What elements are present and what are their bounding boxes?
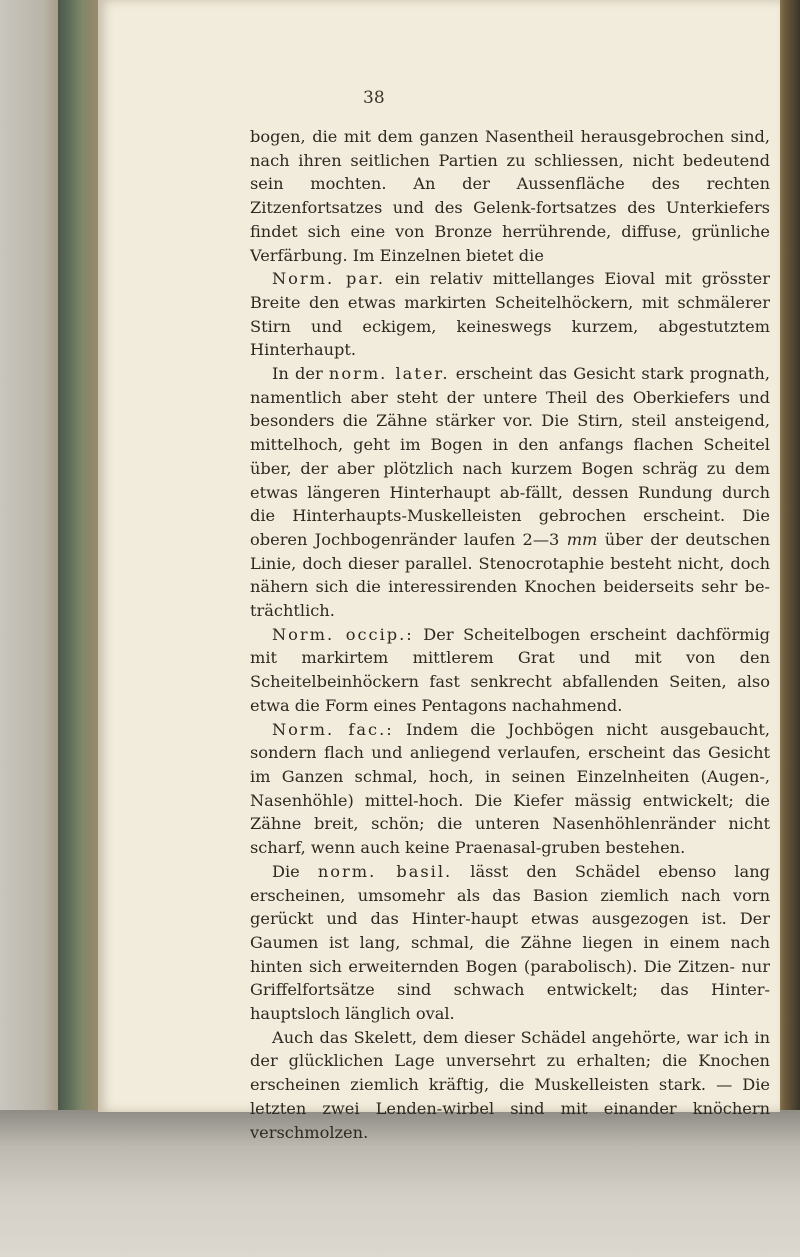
paragraph-3-prefix: In der [272,364,329,384]
paragraph-6-text: lässt den Schädel ebenso lang erscheinen, umsomehr als das Basion ziemlich nach vorn gerückt und das Hinter-haupt etwas ausgezogen ist. Der Gaumen ist lang, schmal, die Zähne liegen in einem nach hinten sich erweiternden Bogen (parabolisch). Die Zitzen- nur Griffelfortsätze sind schwach entwickelt; das Hinter-hauptsloch länglich oval. [250,861,770,1024]
paragraph-3-text-a: erscheint das Gesicht stark prognath, namentlich aber steht der untere Theil des Oberkiefers und besonders die Zähne stärker vor. Die Stirn, steil ansteigend, mittelhoch, geht im Bogen in den anfangs flachen Scheitel über, der aber plötzlich nach kurzem Bogen schräg zu dem etwas längeren Hinterhaupt ab-fällt, dessen Rundung durch die Hinterhaupts-Muskelleisten gebrochen erscheint. Die oberen Jochbogenränder laufen 2—3 [250,364,770,549]
paragraph-3 [250,362,770,623]
paragraph-6 [250,860,770,1026]
section-heading-norm-fac: Norm. fac.: [272,719,394,739]
section-heading-norm-later: norm. later. [328,364,450,384]
page-number: 38 [363,88,385,108]
paragraph-3-text-b: über der deutschen Linie, doch dieser parallel. Stenocrotaphie besteht nicht, doch nähern sich die interessirenden Knochen beiderseits sehr be-trächtlich. [250,529,770,621]
section-heading-norm-par: Norm. par. [272,269,386,289]
page-text [250,125,770,1144]
book-spine [58,0,98,1110]
unit-mm: mm [566,529,598,549]
paragraph-5 [250,718,770,860]
paragraph-5-text: Indem die Jochbögen nicht ausgebaucht, sondern flach und anliegend verlaufen, erscheint das Gesicht im Ganzen schmal, hoch, in seinen Einzelnheiten (Augen-, Nasenhöhle) mittel-hoch. Die Kiefer mässig entwickelt; die Zähne breit, schön; die unteren Nasenhöhlenränder nicht scharf, wenn auch keine Praenasal-gruben bestehen. [250,719,770,858]
paragraph-4-text: Der Scheitelbogen erscheint dachförmig mit markirtem mittlerem Grat und mit von den Scheitelbeinhöckern fast senkrecht abfallenden Seiten, also etwa die Form eines Pentagons nachahmend. [250,624,770,715]
paragraph-2 [250,267,770,362]
paragraph-7: Auch das Skelett, dem dieser Schädel angehörte, war ich in der glücklichen Lage unversehrt zu erhalten; die Knochen erscheinen ziemlich kräftig, die Muskelleisten stark. — Die letzten zwei Lenden-wirbel sind mit einander knöchern verschmolzen. [250,1027,770,1142]
paragraph-4 [250,623,770,718]
paragraph-6-prefix: Die [272,861,318,881]
section-heading-norm-occip: Norm. occip.: [272,624,414,644]
paragraph-2-text: ein relativ mittellanges Eioval mit grösster Breite den etwas markirten Scheitelhöckern, mit schmälerer Stirn und eckigem, keineswegs kurzem, abgestutztem Hinterhaupt. [250,269,771,360]
paragraph-1: bogen, die mit dem ganzen Nasentheil herausgebrochen sind, nach ihren seitlichen Partien zu schliessen, nicht bedeutend sein mochten. An der Aussenfläche des rechten Zitzenfortsatzes und des Gelenk-fortsatzes des Unterkiefers findet sich eine von Bronze herrührende, diffuse, grünliche Verfärbung. Im Einzelnen bietet die [250,127,770,265]
section-heading-norm-basil: norm. basil. [317,861,453,881]
